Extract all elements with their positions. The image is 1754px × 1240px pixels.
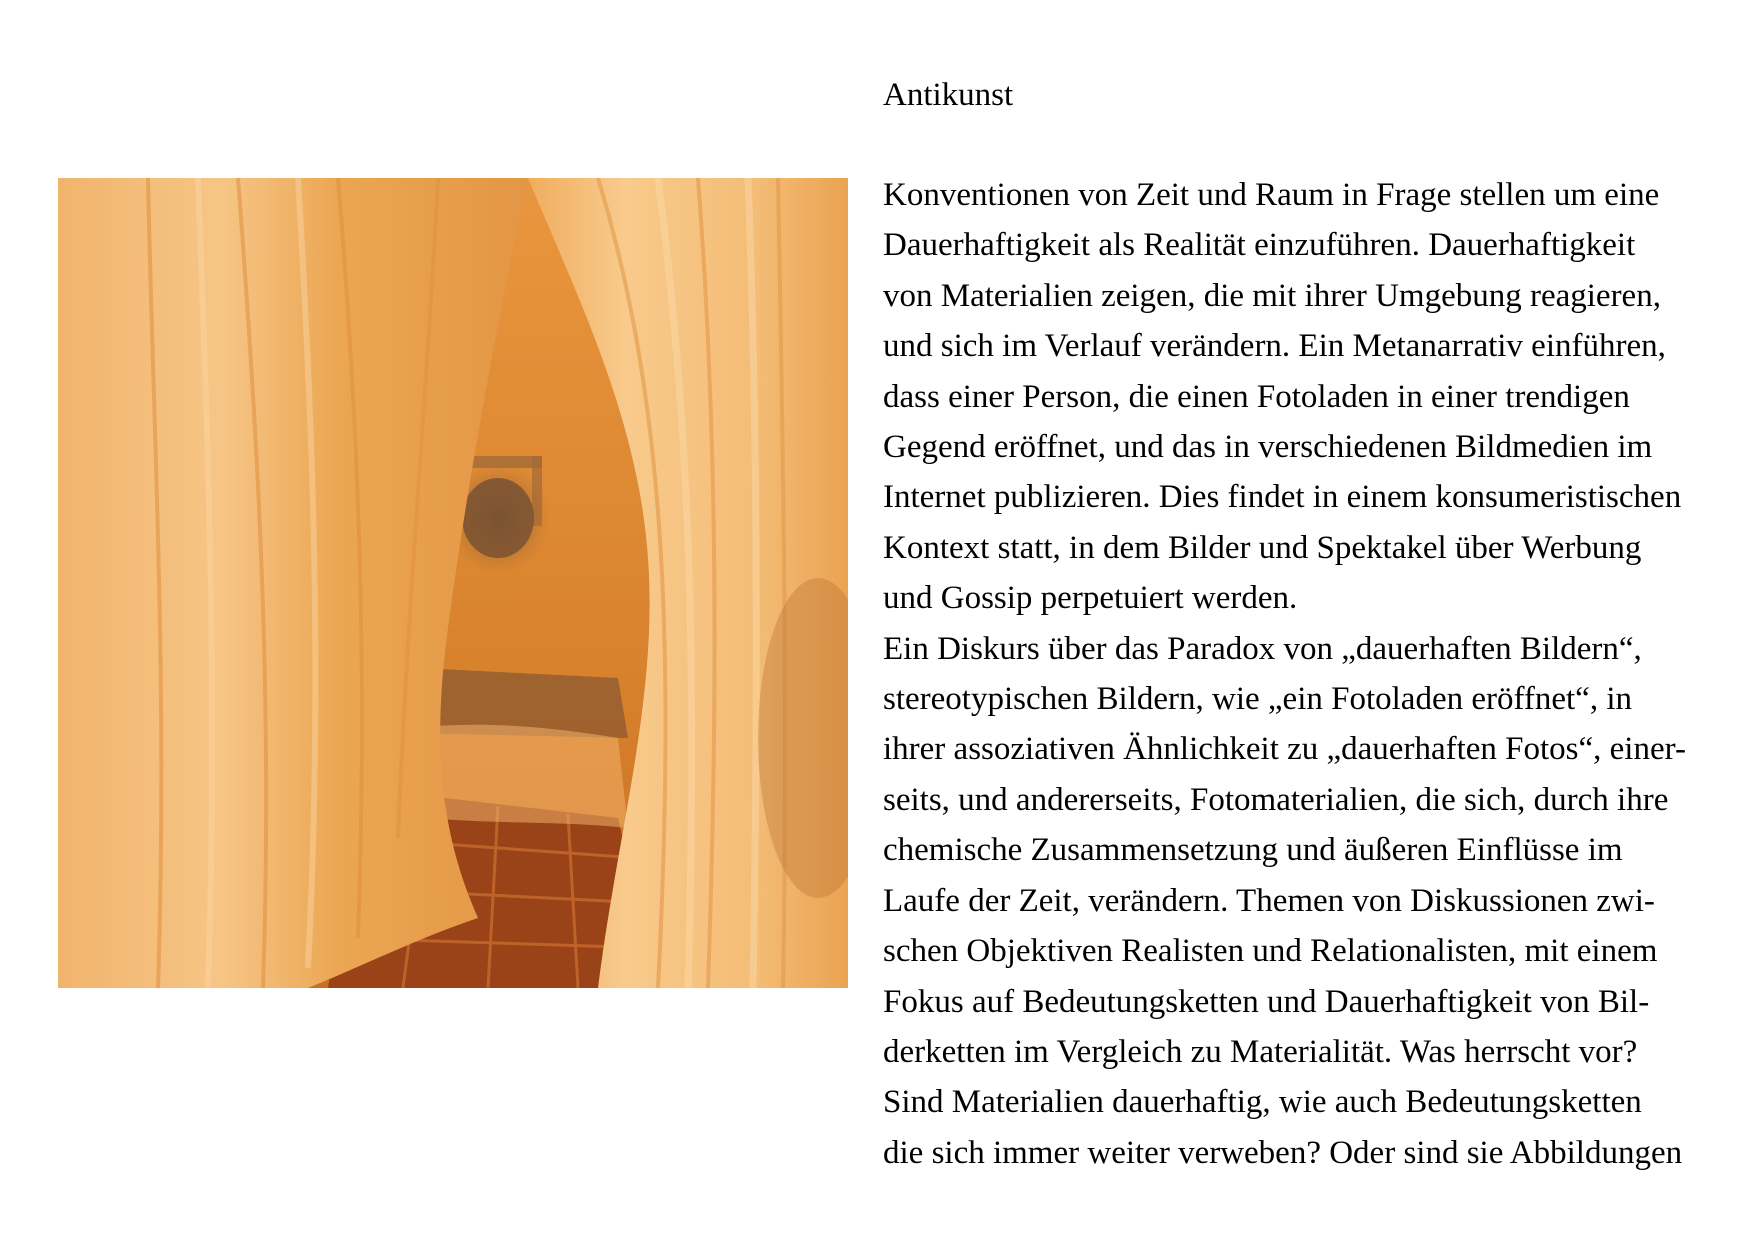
text-line: Gegend eröffnet, und das in verschiedenen Bildmedien im: [883, 429, 1653, 466]
text-line: schen Objektiven Realisten und Relationalisten, mit einem: [883, 933, 1658, 970]
text-line: Dauerhaftigkeit als Realität einzuführen. Dauerhaftigkeit: [883, 227, 1636, 264]
text-line: Konventionen von Zeit und Raum in Frage stellen um eine: [883, 177, 1660, 213]
text-line: und Gossip perpetuiert werden.: [883, 580, 1298, 617]
text-line: ihrer assoziativen Ähnlichkeit zu „dauerhaften Fotos“, einer-: [883, 731, 1686, 768]
text-line: und sich im Verlauf verändern. Ein Metanarrativ einführen,: [883, 328, 1666, 365]
text-line: Internet publizieren. Dies findet in einem konsumeristischen: [883, 479, 1682, 516]
text-line: von Materialien zeigen, die mit ihrer Umgebung reagieren,: [883, 277, 1661, 314]
page-heading: Antikunst: [883, 77, 1014, 113]
photo-illustration: [58, 178, 848, 988]
text-line: Fokus auf Bedeutungsketten und Dauerhaftigkeit von Bil-: [883, 983, 1650, 1020]
text-line: Laufe der Zeit, verändern. Themen von Diskussionen zwi-: [883, 882, 1655, 919]
text-line: Kontext statt, in dem Bilder und Spektakel über Werbung: [883, 529, 1642, 566]
text-column: [883, 74, 1713, 1178]
text-line: chemische Zusammensetzung und äußeren Einflüsse im: [883, 832, 1623, 869]
text-line: derketten im Vergleich zu Materialität. Was herrscht vor?: [883, 1033, 1638, 1070]
text-line: dass einer Person, die einen Fotoladen in einer trendigen: [883, 378, 1630, 415]
text-line: seits, und andererseits, Fotomaterialien, die sich, durch ihre: [883, 781, 1669, 818]
text-line: die sich immer weiter verweben? Oder sind sie Abbildungen: [883, 1134, 1683, 1171]
text-line: Ein Diskurs über das Paradox von „dauerhaften Bildern“,: [883, 630, 1642, 667]
text-line: stereotypischen Bildern, wie „ein Fotoladen eröffnet“, in: [883, 681, 1632, 718]
text-line: Sind Materialien dauerhaftig, wie auch Bedeutungsketten: [883, 1084, 1642, 1121]
photograph-orange-curtains: [58, 178, 848, 988]
body-paragraph: [883, 170, 1713, 1178]
